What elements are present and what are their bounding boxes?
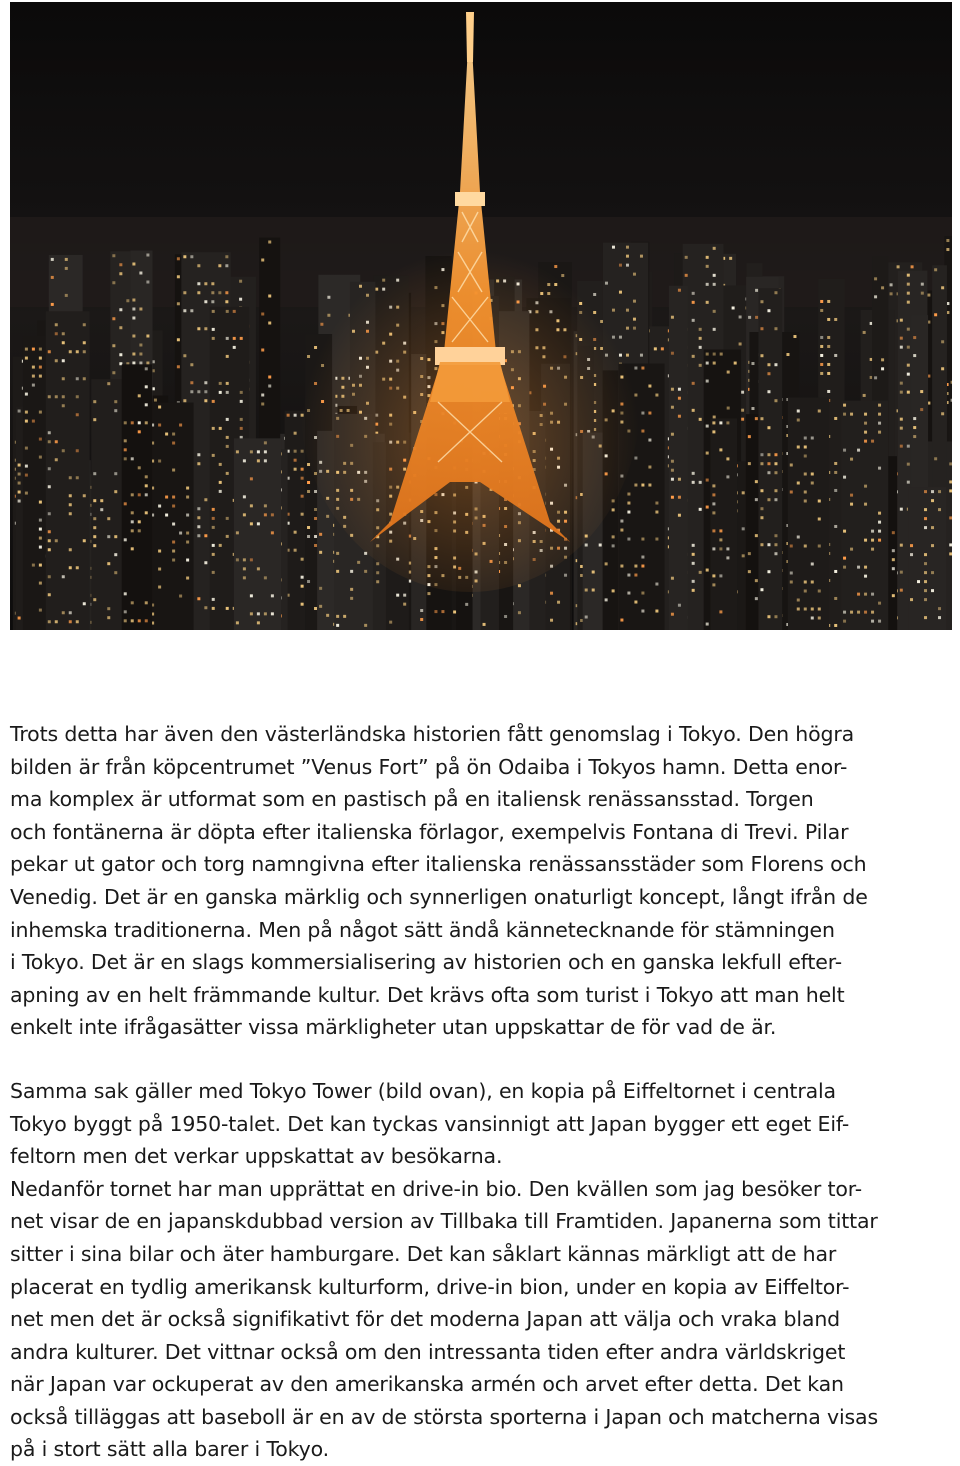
tokyo-tower-night-photo — [10, 2, 952, 630]
text-line: pekar ut gator och torg namngivna efter italienska renässansstäder som Florens och — [10, 848, 952, 881]
text-line: Nedanför tornet har man upprättat en drive-in bio. Den kvällen som jag besöker tor- — [10, 1173, 952, 1206]
paragraph-2 — [10, 1075, 952, 1466]
text-line: enkelt inte ifrågasätter vissa märkligheter utan uppskattar de för vad de är. — [10, 1011, 952, 1044]
text-line: net visar de en japanskdubbad version av Tillbaka till Framtiden. Japanerna som tittar — [10, 1205, 952, 1238]
text-line: på i stort sätt alla barer i Tokyo. — [10, 1433, 952, 1466]
text-line: bilden är från köpcentrumet ”Venus Fort” på ön Odaiba i Tokyos hamn. Detta enor- — [10, 751, 952, 784]
text-line: ma komplex är utformat som en pastisch på en italiensk renässansstad. Torgen — [10, 783, 952, 816]
text-line: Trots detta har även den västerländska historien fått genomslag i Tokyo. Den högra — [10, 718, 952, 751]
text-line: inhemska traditionerna. Men på något sätt ändå kännetecknande för stämningen — [10, 914, 952, 947]
text-line: apning av en helt främmande kultur. Det krävs ofta som turist i Tokyo att man helt — [10, 979, 952, 1012]
text-line: när Japan var ockuperat av den amerikanska armén och arvet efter detta. Det kan — [10, 1368, 952, 1401]
text-line: placerat en tydlig amerikansk kulturform, drive-in bion, under en kopia av Eiffeltor- — [10, 1271, 952, 1304]
text-line: sitter i sina bilar och äter hamburgare. Det kan såklart kännas märkligt att de har — [10, 1238, 952, 1271]
text-line: Samma sak gäller med Tokyo Tower (bild ovan), en kopia på Eiffeltornet i centrala — [10, 1075, 952, 1108]
text-line: net men det är också signifikativt för det moderna Japan att välja och vraka bland — [10, 1303, 952, 1336]
text-line: i Tokyo. Det är en slags kommersialisering av historien och en ganska lekfull efter- — [10, 946, 952, 979]
text-line: Venedig. Det är en ganska märklig och synnerligen onaturligt koncept, långt ifrån de — [10, 881, 952, 914]
text-line: och fontänerna är döpta efter italienska förlagor, exempelvis Fontana di Trevi. Pilar — [10, 816, 952, 849]
paragraph-1 — [10, 718, 952, 1044]
article-text — [10, 718, 952, 1466]
text-line: Tokyo byggt på 1950-talet. Det kan tyckas vansinnigt att Japan bygger ett eget Eif- — [10, 1108, 952, 1141]
text-line: feltorn men det verkar uppskattat av besökarna. — [10, 1140, 952, 1173]
text-line: också tilläggas att baseboll är en av de största sporterna i Japan och matcherna visas — [10, 1401, 952, 1434]
text-line: andra kulturer. Det vittnar också om den intressanta tiden efter andra världskriget — [10, 1336, 952, 1369]
